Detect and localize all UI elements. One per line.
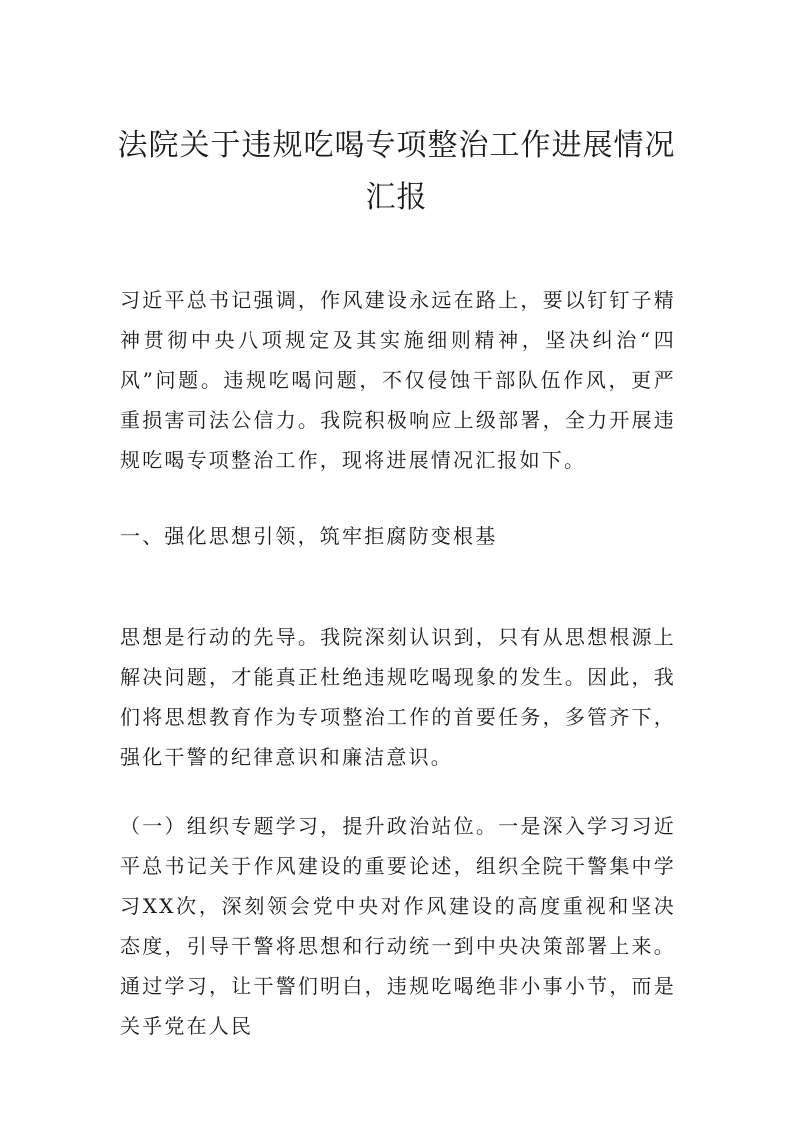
intro-paragraph: 习近平总书记强调，作风建设永远在路上，要以钉钉子精神贯彻中央八项规定及其实施细则精神，坚决纠治“四风”问题。违规吃喝问题，不仅侵蚀干部队伍作风，更严重损害司法公信力。我院积极响应上级部署，全力开展违规吃喝专项整治工作，现将进展情况汇报如下。 xyxy=(120,288,676,472)
title-line-2: 汇报 xyxy=(365,180,428,215)
title-line-1: 法院关于违规吃喝专项整治工作进展情况 xyxy=(117,128,676,163)
section-1-paragraph: 思想是行动的先导。我院深刻认识到，只有从思想根源上解决问题，才能真正杜绝违规吃喝现象的发生。因此，我们将思想教育作为专项整治工作的首要任务，多管齐下，强化干警的纪律意识和廉洁意识。 xyxy=(120,625,676,769)
section-heading-1: 一、强化思想引领，筑牢拒腐防变根基 xyxy=(120,524,498,548)
subsection-1-paragraph: （一）组织专题学习，提升政治站位。一是深入学习习近平总书记关于作风建设的重要论述，组织全院干警集中学习XX次，深刻领会党中央对作风建设的高度重视和坚决态度，引导干警将思想和行动统一到中央决策部署上来。通过学习，让干警们明白，违规吃喝绝非小事小节，而是关乎党在人民 xyxy=(120,814,676,1038)
document-title xyxy=(100,120,693,224)
